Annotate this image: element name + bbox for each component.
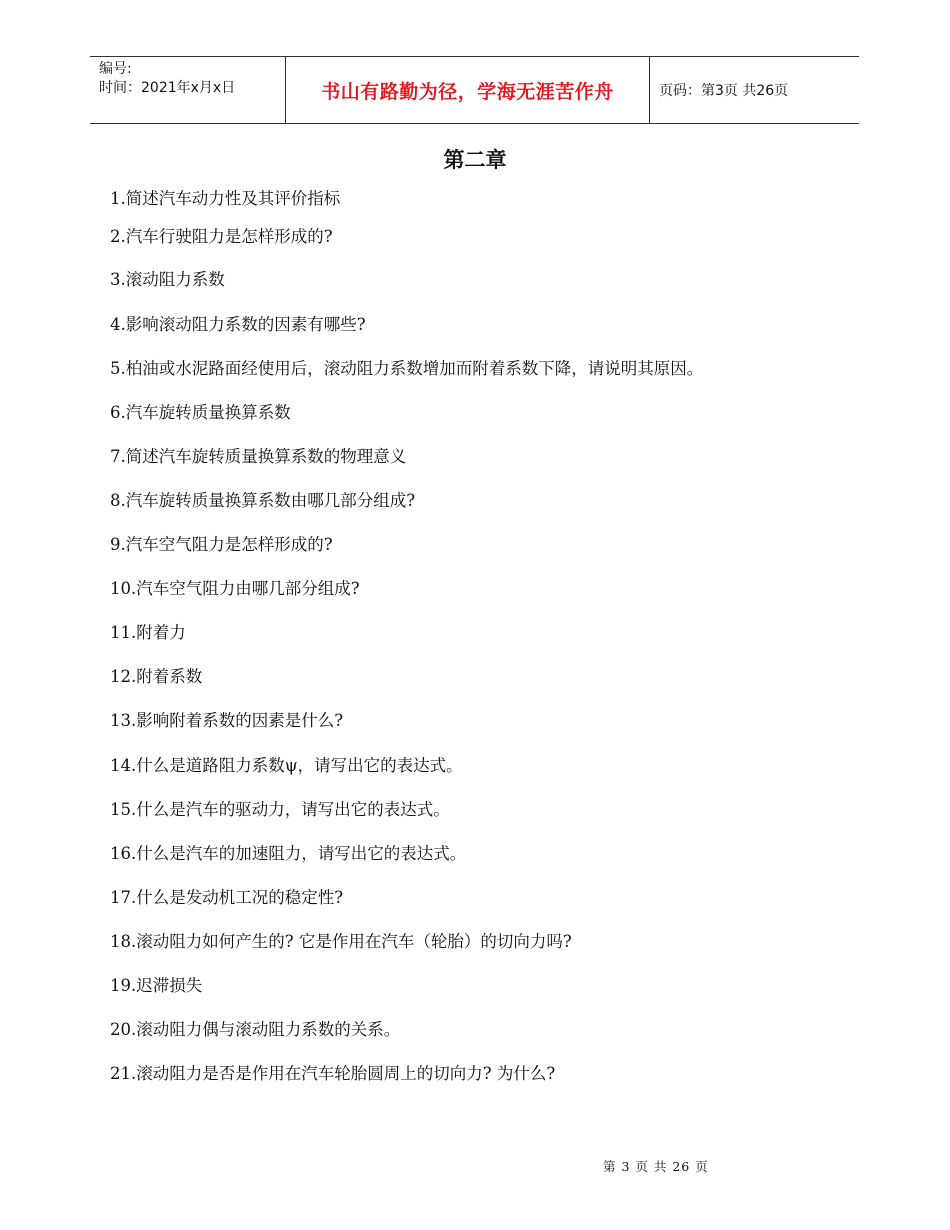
- header-meta: [90, 57, 286, 123]
- question-item: 1.简述汽车动力性及其评价指标: [110, 189, 341, 208]
- time-label: 时间：2021年x月x日: [99, 80, 236, 96]
- question-item: 17.什么是发动机工况的稳定性?: [110, 888, 344, 907]
- question-item: 6.汽车旋转质量换算系数: [110, 403, 291, 422]
- question-item: 16.什么是汽车的加速阻力，请写出它的表达式。: [110, 844, 467, 863]
- question-item: 15.什么是汽车的驱动力，请写出它的表达式。: [110, 800, 450, 819]
- question-item: 10.汽车空气阻力由哪几部分组成?: [110, 579, 360, 598]
- question-item: 3.滚动阻力系数: [110, 270, 225, 289]
- question-item: 12.附着系数: [110, 667, 203, 686]
- question-item: 18.滚动阻力如何产生的? 它是作用在汽车（轮胎）的切向力吗?: [110, 932, 572, 951]
- question-item: 19.迟滞损失: [110, 976, 203, 995]
- document-header: [90, 56, 859, 124]
- chapter-title: 第二章: [443, 148, 507, 172]
- question-item: 8.汽车旋转质量换算系数由哪几部分组成?: [110, 491, 416, 510]
- question-item: 13.影响附着系数的因素是什么?: [110, 711, 344, 730]
- question-item: 20.滚动阻力偶与滚动阻力系数的关系。: [110, 1020, 401, 1039]
- header-motto: 书山有路勤为径，学海无涯苦作舟: [286, 57, 650, 123]
- question-item: 11.附着力: [110, 623, 186, 642]
- header-page-info: 页码：第3页 共26页: [659, 83, 789, 99]
- question-item: 4.影响滚动阻力系数的因素有哪些?: [110, 315, 366, 334]
- question-item: 5.柏油或水泥路面经使用后，滚动阻力系数增加而附着系数下降，请说明其原因。: [110, 359, 704, 378]
- question-item: 21.滚动阻力是否是作用在汽车轮胎圆周上的切向力? 为什么?: [110, 1064, 556, 1083]
- question-item: 14.什么是道路阻力系数ψ，请写出它的表达式。: [110, 756, 463, 775]
- question-item: 2.汽车行驶阻力是怎样形成的?: [110, 227, 333, 246]
- page-footer: 第 3 页 共 26 页: [603, 1159, 709, 1174]
- question-item: 9.汽车空气阻力是怎样形成的?: [110, 535, 333, 554]
- question-item: 7.简述汽车旋转质量换算系数的物理意义: [110, 447, 407, 466]
- code-label: 编号:: [99, 61, 132, 77]
